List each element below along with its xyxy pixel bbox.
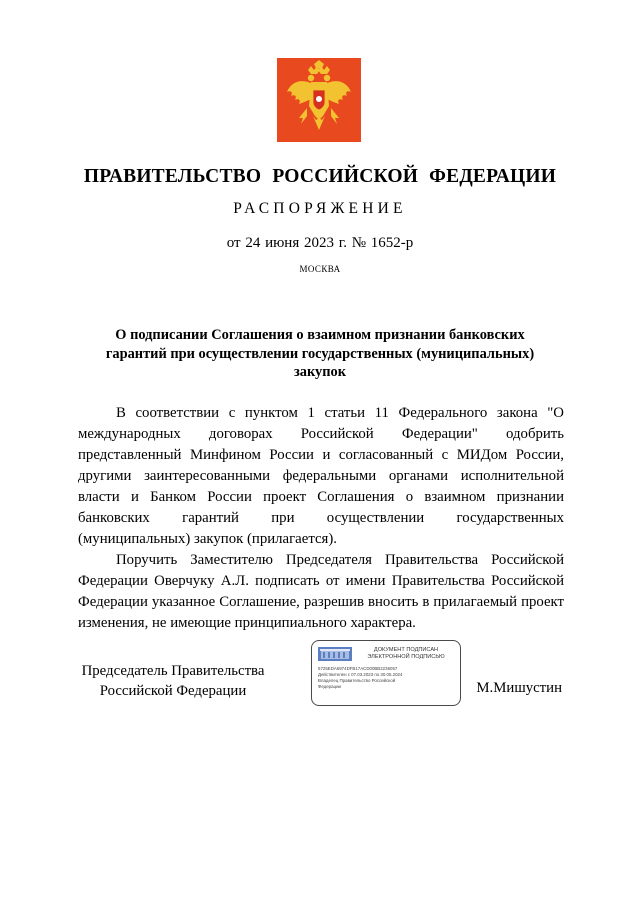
- signatory-position-line: Председатель Правительства: [81, 663, 265, 679]
- stamp-heading-line: ЭЛЕКТРОННОЙ ПОДПИСЬЮ: [367, 654, 445, 660]
- document-date-number: от 24 июня 2023 г. № 1652-р: [226, 235, 414, 251]
- stamp-validity: Действителен с 07.03.2023 по 30.05.2024: [318, 672, 403, 677]
- stamp-owner-line: Федерации: [318, 684, 341, 689]
- document-title: [80, 326, 560, 382]
- stamp-details: [318, 666, 458, 690]
- government-name: ПРАВИТЕЛЬСТВО РОССИЙСКОЙ ФЕДЕРАЦИИ: [83, 166, 557, 187]
- electronic-signature-stamp: [311, 640, 461, 706]
- coat-of-arms-emblem: [277, 58, 361, 142]
- stamp-owner-line: Владелец Правительство Российской: [318, 678, 396, 683]
- document-title-line: О подписании Соглашения о взаимном признании банковских: [115, 327, 525, 343]
- building-icon: [318, 647, 352, 661]
- signatory-position-line: Российской Федерации: [99, 683, 247, 699]
- document-type: РАСПОРЯЖЕНИЕ: [233, 200, 407, 217]
- document-city: МОСКВА: [299, 264, 341, 274]
- document-body: [78, 403, 564, 634]
- stamp-certificate: 5725EDA6974DFB17ACD00BB2236057: [318, 666, 398, 671]
- document-title-line: гарантий при осуществлении государственных (муниципальных): [105, 345, 535, 362]
- body-paragraph: В соответствии с пунктом 1 статьи 11 Федерального закона "О международных договорах Российской Федерации" одобрить представленный Минфином России и согласованный с МИДом России, другими заинтересованными федеральными органами исполнительной власти и Банком России проект Соглашения о взаимном признании банковских гарантий при осуществлении государственных (муниципальных) закупок (прилагается).: [78, 405, 564, 547]
- signatory-name: М.Мишустин: [476, 680, 562, 696]
- body-paragraph: Поручить Заместителю Председателя Правительства Российской Федерации Оверчуку А.Л. подписать от имени Правительства Российской Федерации указанное Соглашение, разрешив вносить в прилагаемый проект изменения, не имеющие принципиального характера.: [78, 552, 564, 631]
- document-title-line: закупок: [293, 364, 347, 380]
- signatory-position: [78, 661, 268, 701]
- stamp-heading-line: ДОКУМЕНТ ПОДПИСАН: [373, 647, 439, 653]
- stamp-heading: [354, 647, 458, 661]
